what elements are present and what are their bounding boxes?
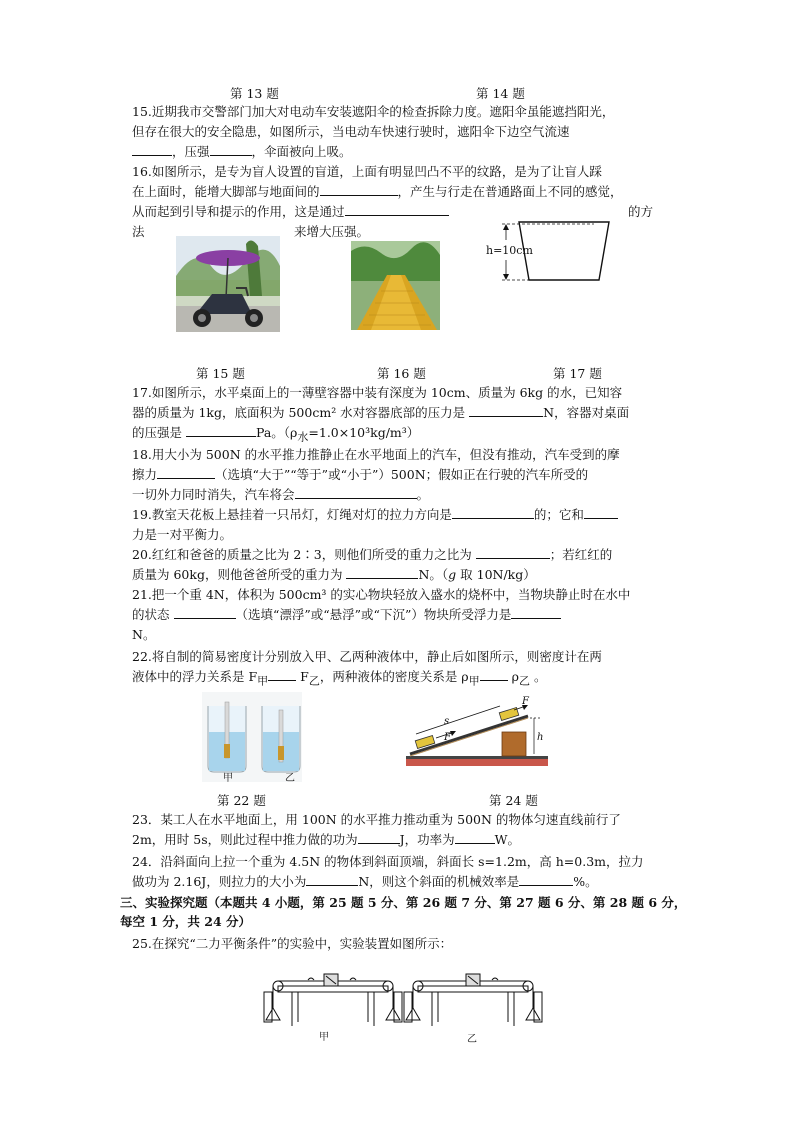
- q19-line1: 19.教室天花板上悬挂着一只吊灯，灯绳对灯的拉力方向是 的；它和: [132, 505, 618, 525]
- q23-blank-1[interactable]: [358, 830, 400, 844]
- fig16-tactile-paving-photo: [351, 241, 440, 330]
- q15-line3: ，压强 ，伞面被向上吸。: [132, 142, 352, 162]
- q22-line2: 液体中的浮力关系是 $F_甲$ $F_乙$，两种液体的密度关系是 $\rho_甲$ $\rho_乙$ 。: [132, 669, 547, 688]
- q16-blank-1[interactable]: [320, 182, 398, 196]
- q17-line2: 器的质量为 1kg，底面积为 500cm² 水对容器底部的压力是 N，容器对桌面: [132, 405, 630, 420]
- caption-fig15: 第 15 题: [196, 366, 245, 381]
- q16-line2: 在上面时，能增大脚部与地面间的 ，产生与行走在普通路面上不同的感觉，: [132, 184, 623, 199]
- q23-line1: 23．某工人在水平地面上，用 100N 的水平推力推动重为 500N 的物体匀速直线前行了: [132, 812, 621, 827]
- q17-blank-1[interactable]: [469, 403, 543, 417]
- caption-fig22: 第 22 题: [217, 793, 266, 808]
- q19-line2: 力是一对平衡力。: [132, 527, 233, 542]
- fig24-label-F1: F: [444, 732, 451, 743]
- fig24-inclined-plane-diagram: [402, 694, 552, 768]
- q20-line2: 质量为 60kg，则他爸爸所受的重力为 N。（g 取 10N/kg）: [132, 567, 536, 582]
- q16-line4: 法 来增大压强。: [132, 224, 370, 239]
- q20-line1: 20.红红和爸爸的质量之比为 2∶3，则他们所受的重力之比为 ；若红红的: [132, 547, 613, 562]
- q15-line2: 但存在很大的安全隐患，如图所示，当电动车快速行驶时，遮阳伞下边空气流速: [132, 124, 570, 139]
- q21-blank-2[interactable]: [511, 605, 561, 619]
- q23-blank-2[interactable]: [455, 830, 495, 844]
- q21-blank-1[interactable]: [174, 605, 236, 619]
- q16-line1: 16.如图所示，是专为盲人设置的盲道，上面有明显凹凸不平的纹路，是为了让盲人踩: [132, 164, 602, 179]
- apparatus-yi: [404, 974, 542, 1026]
- caption-fig24: 第 24 题: [489, 793, 538, 808]
- fig25-balance-apparatus-diagram: [258, 964, 548, 1046]
- q18-line2: 擦力 （选填“大于”“等于”或“小于”）500N；假如正在行驶的汽车所受的: [132, 467, 589, 482]
- fig22-label-jia: 甲: [223, 773, 233, 782]
- fig22-hydrometer-diagram: [202, 692, 302, 782]
- fig25-label-jia: 甲: [319, 1032, 329, 1043]
- q22-line1: 22.将自制的简易密度计分别放入甲、乙两种液体中，静止后如图所示，则密度计在两: [132, 649, 602, 664]
- fig25-label-yi: 乙: [467, 1034, 477, 1045]
- q15-blank-1[interactable]: [132, 142, 172, 156]
- q20-blank-2[interactable]: [346, 565, 418, 579]
- q22-blank-1[interactable]: [268, 667, 296, 681]
- fig24-label-F2: F: [522, 696, 529, 707]
- q18-line3: 一切外力同时消失，汽车将会 。: [132, 487, 430, 502]
- q24-line1: 24．沿斜面向上拉一个重为 4.5N 的物体到斜面顶端，斜面长 s=1.2m，高 h=0.3m，拉力: [132, 854, 644, 869]
- q24-blank-1[interactable]: [306, 872, 358, 886]
- caption-fig16: 第 16 题: [377, 366, 426, 381]
- q17-blank-2[interactable]: [186, 423, 256, 437]
- q24-line2: 做功为 2.16J，则拉力的大小为 N，则这个斜面的机械效率是 %。: [132, 874, 598, 889]
- section3-heading-line1: 三、实验探究题（本题共 4 小题，第 25 题 5 分、第 26 题 7 分、第 27 题 6 分、第 28 题 6 分，: [120, 895, 687, 910]
- q20-blank-1[interactable]: [476, 545, 550, 559]
- q21-line1: 21.把一个重 4N，体积为 500cm³ 的实心物块轻放入盛水的烧杯中，当物块静止时在水中: [132, 587, 631, 602]
- q23-line2: 2m，用时 5s，则此过程中推力做的功为 J，功率为 W。: [132, 832, 521, 847]
- q18-blank-1[interactable]: [157, 465, 215, 479]
- fig22-label-yi: 乙: [285, 773, 295, 782]
- fig17-height-label: h=10cm: [486, 244, 533, 257]
- section3-heading-line2: 每空 1 分，共 24 分）: [120, 914, 252, 929]
- q18-line1: 18.用大小为 500N 的水平推力推静止在水平地面上的汽车，但没有推动，汽车受到的摩: [132, 447, 620, 462]
- fig24-label-h: h: [537, 732, 544, 743]
- q22-blank-2[interactable]: [480, 667, 508, 681]
- q15-blank-2[interactable]: [210, 142, 252, 156]
- q16-blank-2[interactable]: [345, 202, 449, 216]
- q17-line1: 17.如图所示，水平桌面上的一薄壁容器中装有深度为 10cm、质量为 6kg 的水，已知容: [132, 385, 623, 400]
- q18-blank-2[interactable]: [295, 485, 417, 499]
- q21-line3: N。: [132, 627, 156, 642]
- beaker-jia: [208, 702, 246, 772]
- q17-line3: 的压强是 Pa。$(\rho_水=1.0\times 10^3kg/m^3)$: [132, 425, 420, 444]
- q24-blank-2[interactable]: [519, 872, 573, 886]
- fig24-label-s: s: [444, 716, 450, 727]
- caption-fig14: 第 14 题: [476, 86, 525, 101]
- fig15-scooter-photo: [176, 236, 280, 332]
- q25-line1: 25.在探究“二力平衡条件”的实验中，实验装置如图所示：: [132, 936, 453, 951]
- beaker-yi: [262, 706, 300, 772]
- q19-blank-2[interactable]: [584, 505, 618, 519]
- q16-line3: 从而起到引导和提示的作用，这是通过 的方: [132, 204, 654, 219]
- q19-blank-1[interactable]: [452, 505, 534, 519]
- q21-line2: 的状态 （选填“漂浮”或“悬浮”或“下沉”）物块所受浮力是: [132, 605, 561, 625]
- apparatus-jia: [264, 974, 402, 1026]
- caption-fig13: 第 13 题: [230, 86, 279, 101]
- q15-line1: 15.近期我市交警部门加大对电动车安装遮阳伞的检查拆除力度。遮阳伞虽能遮挡阳光，: [132, 104, 615, 119]
- fig17-container-diagram: [484, 214, 624, 294]
- caption-fig17: 第 17 题: [553, 366, 602, 381]
